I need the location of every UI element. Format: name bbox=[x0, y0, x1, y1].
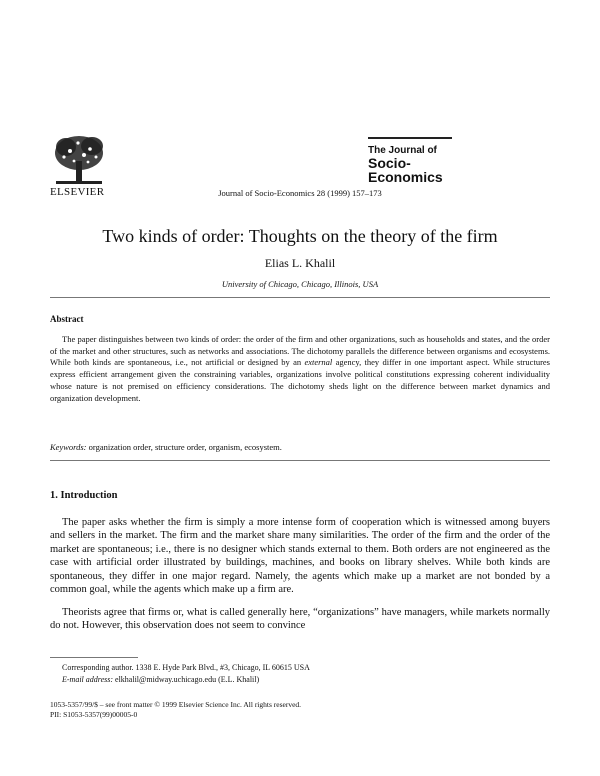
abstract-heading: Abstract bbox=[50, 314, 84, 324]
article-title: Two kinds of order: Thoughts on the theory of the firm bbox=[102, 226, 498, 246]
brand-line-2: Socio- bbox=[368, 155, 411, 171]
section-heading: 1. Introduction bbox=[50, 490, 118, 501]
publisher-name: ELSEVIER bbox=[50, 186, 105, 198]
abstract-text-part2: agency, they differ in one important aspect. While structures express efficient arrangement given the constraining variables, organizations involve political constitutions expressing coherent individuality whose nature is not premised on efficiency considerations. The dichotomy sheds light on the difference between market dynamics and organization development. bbox=[50, 357, 550, 403]
abstract-text bbox=[50, 334, 550, 404]
keywords-label: Keywords: bbox=[50, 442, 87, 452]
journal-brand bbox=[368, 137, 458, 184]
footnote-corresponding: Corresponding author. 1338 E. Hyde Park Blvd., #3, Chicago, IL 60615 USA bbox=[62, 663, 310, 672]
body-paragraph-1: The paper asks whether the firm is simply a more intense form of cooperation which is witnessed among buyers and sellers in the market. The firm and the market share many similarities. The order of the firm and the order of the market are spontaneous; i.e., there is no designer which stands external to them. Both orders are not engineered as the case with artificial order illustrated by buildings, machines, and books on library shelves. While both kinds are spontaneous, they differ in one major regard. Namely, the agents which make up a market are not bonded by a common goal, while the agents which make up a firm are. bbox=[50, 517, 550, 596]
email-label: E-mail address: bbox=[62, 675, 114, 684]
brand-rule bbox=[368, 137, 452, 139]
brand-line-3: Economics bbox=[368, 169, 443, 185]
email-value: elkhalil@midway.uchicago.edu (E.L. Khalil) bbox=[113, 675, 260, 684]
divider-bottom bbox=[50, 460, 550, 461]
copyright-line: 1053-5357/99/$ – see front matter © 1999 Elsevier Science Inc. All rights reserved. bbox=[50, 700, 302, 709]
keywords bbox=[50, 442, 550, 452]
keywords-list: organization order, structure order, organism, ecosystem. bbox=[86, 442, 282, 452]
pii-line: PII: S1053-5357(99)00005-0 bbox=[50, 710, 138, 719]
divider-top bbox=[50, 297, 550, 298]
footnote-email bbox=[62, 675, 259, 684]
journal-citation: Journal of Socio-Economics 28 (1999) 157–173 bbox=[218, 188, 382, 198]
abstract-text-part1: The paper distinguishes between two kinds of order: the order of the firm and other organizations, such as households and states, and the order of the market and other structures, such as networks and associations. The dichotomy parallels the difference between organisms and ecosystems. While both kinds are spontaneous, i.e., not artificial or designed by an bbox=[50, 334, 550, 368]
footnote-rule bbox=[50, 657, 138, 658]
author-affiliation: University of Chicago, Chicago, Illinois, USA bbox=[221, 279, 379, 289]
article-author: Elias L. Khalil bbox=[264, 256, 336, 270]
brand-line-1: The Journal of bbox=[368, 145, 437, 156]
abstract-emphasis: external bbox=[304, 357, 333, 368]
body-paragraph-2: Theorists agree that firms or, what is called generally here, “organizations” have managers, while markets normally do not. However, this observation does not seem to convince bbox=[50, 607, 550, 632]
